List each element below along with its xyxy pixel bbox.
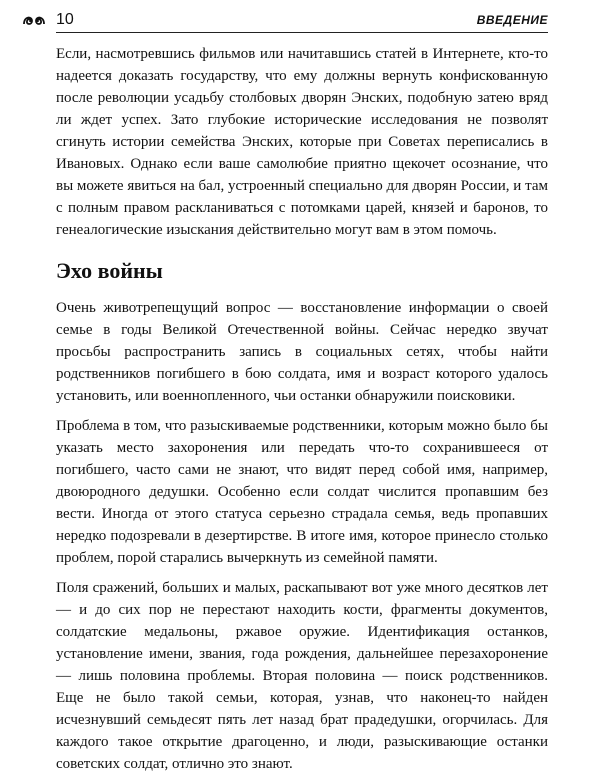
page-number: 10 (56, 11, 74, 28)
page-header (56, 10, 548, 33)
running-title: ВВЕДЕНИЕ (476, 13, 548, 27)
book-page (56, 10, 548, 775)
section-paragraph-1: Очень животрепещущий вопрос — восстановление информации о своей семье в годы Великой Отечественной войны. Сейчас нередко звучат просьбы распространить запись в социальных сетях, чтобы найти родственников погибшего в бою солдата, имя и возраст которого удалось установить, или военнопленного, чьи останки обнаружили поисковики. (56, 300, 548, 404)
intro-paragraph: Если, насмотревшись фильмов или начитавшись статей в Интернете, кто-то надеется доказать государству, что ему должны вернуть конфискованную после революции усадьбу столбовых дворян Энских, подобную затею вряд ли ждет успех. Зато глубокие исторические исследования не позволят сгинуть истории семейства Энских, которые при Советах переписались в Ивановых. Однако если ваше самолюбие приятно щекочет осознание, что вы можете явиться на бал, устроенный специально для дворян России, и там с полным правом раскланиваться с потомками царей, князей и баронов, то генеалогические изыскания действительно могут вам в этом помочь. (56, 46, 548, 238)
section-heading: Эхо войны (56, 258, 163, 283)
section-paragraph-3: Поля сражений, больших и малых, раскапывают вот уже много десятков лет — и до сих пор не перестают находить кости, фрагменты документов, солдатские медальоны, ржавое оружие. Идентификация останков, установление имени, звания, года рождения, дальнейшее перезахоронение — лишь половина проблемы. Вторая половина — поиск родственников. Еще не было такой семьи, которая, узнав, что наконец-то найден исчезнувший семьдесят пять лет назад брат прадедушки, огорчилась. Для каждого такое открытие драгоценно, и люди, разыскивающие останки советских солдат, отлично это знают. (56, 580, 548, 772)
book-ornament-icon (22, 12, 46, 28)
section-paragraph-2: Проблема в том, что разыскиваемые родственники, которым можно было бы указать место захоронения или передать что-то сохранившееся от погибшего, часто сами не знают, что видят перед собой имя, например, двоюродного дедушки. Особенно если солдат числится пропавшим без вести. Иногда от этого статуса серьезно страдала семья, ведь пропавших нередко подозревали в дезертирстве. В итоге имя, которое принесло столько проблем, порой старались вычеркнуть из семейной памяти. (56, 418, 548, 566)
